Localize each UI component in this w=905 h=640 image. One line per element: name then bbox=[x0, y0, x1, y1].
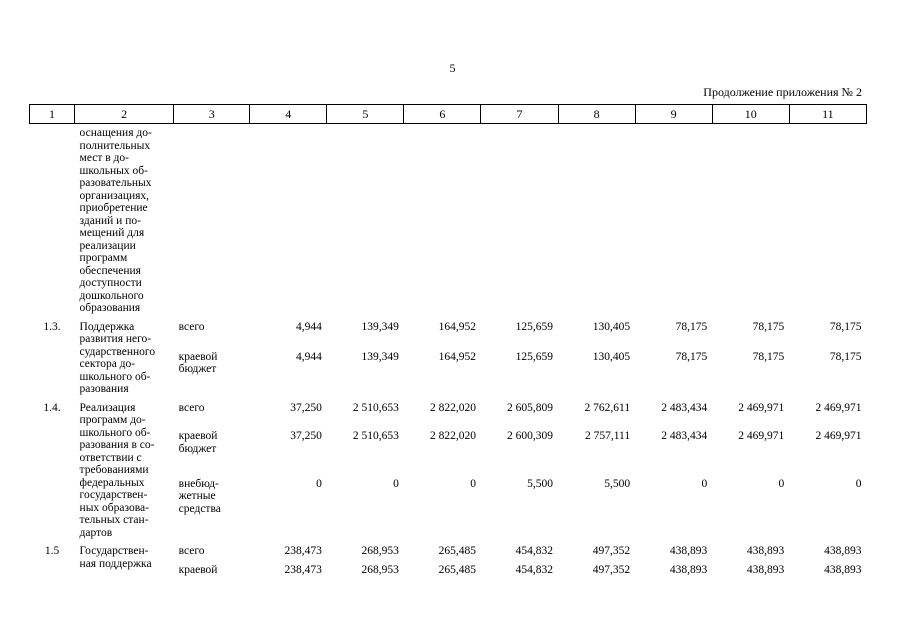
header-cell: 9 bbox=[635, 105, 712, 124]
value-cell bbox=[635, 124, 712, 321]
value-cell: 2 483,434 bbox=[661, 430, 708, 443]
header-cell: 8 bbox=[558, 105, 635, 124]
value-cell: 438,893 bbox=[746, 545, 785, 557]
header-cell: 1 bbox=[30, 105, 75, 124]
index-cell: 1.5 bbox=[44, 545, 60, 557]
value-cell: 5,500 bbox=[604, 477, 631, 490]
name-cell: оснащения до- полнительных мест в до- школьных об- разовательных организациях, приобретение зданий и по- мещений для реализации программ обеспечения доступности дошкольного образования bbox=[79, 127, 152, 314]
value-cell: 139,349 bbox=[361, 350, 399, 363]
value-cell: 2 822,020 bbox=[429, 430, 476, 443]
funding-source-cell: краевой бюджет bbox=[178, 350, 218, 376]
value-cell: 497,352 bbox=[592, 545, 631, 557]
header-cell: 2 bbox=[75, 105, 174, 124]
table-row-carryover bbox=[30, 124, 867, 321]
value-cell: 0 bbox=[855, 477, 862, 490]
value-cell: 78,175 bbox=[829, 350, 862, 363]
value-cell: 2 469,971 bbox=[738, 401, 785, 414]
value-cell bbox=[789, 124, 866, 321]
page-number: 5 bbox=[449, 61, 456, 75]
name-cell: Поддержка развития него- сударственного сектора до- школьного об- разования bbox=[79, 320, 156, 395]
value-cell: 268,953 bbox=[361, 545, 399, 557]
name-cell: Реализация программ до- школьного об- разования в со- ответствии с требованиями федеральных государствен- ных образова- тельных стан- дартов bbox=[79, 401, 155, 539]
funding-source-cell: всего bbox=[178, 401, 205, 414]
table-row bbox=[30, 402, 867, 431]
value-cell: 2 605,809 bbox=[507, 401, 554, 414]
value-cell: 0 bbox=[470, 477, 476, 490]
value-cell: 438,893 bbox=[824, 563, 862, 576]
funding-source-cell: краевой bbox=[178, 563, 218, 576]
table-body bbox=[30, 124, 867, 583]
header-cell: 7 bbox=[481, 105, 558, 124]
value-cell: 130,405 bbox=[592, 350, 631, 363]
header-cell: 11 bbox=[789, 105, 866, 124]
index-cell: 1.4. bbox=[43, 401, 61, 414]
funding-source-cell: внебюд- жетные средства bbox=[178, 477, 221, 515]
funding-source-cell: всего bbox=[178, 545, 205, 557]
value-cell: 37,250 bbox=[290, 430, 322, 443]
index-cell bbox=[30, 124, 75, 321]
value-cell: 2 469,971 bbox=[738, 430, 785, 443]
name-cell: Государствен- ная поддержка bbox=[79, 545, 152, 570]
value-cell: 5,500 bbox=[527, 477, 554, 490]
value-cell: 2 483,434 bbox=[661, 401, 708, 414]
value-cell: 2 510,653 bbox=[352, 401, 399, 414]
value-cell: 497,352 bbox=[592, 563, 631, 576]
value-cell: 0 bbox=[778, 477, 785, 490]
funding-source-cell: краевой бюджет bbox=[178, 430, 218, 455]
value-cell: 0 bbox=[701, 477, 708, 490]
budget-table bbox=[29, 104, 867, 582]
value-cell: 78,175 bbox=[829, 320, 862, 333]
value-cell: 2 822,020 bbox=[429, 401, 476, 414]
index-cell: 1.3. bbox=[43, 320, 61, 333]
table-row bbox=[30, 545, 867, 564]
value-cell: 454,832 bbox=[515, 545, 554, 557]
value-cell: 2 510,653 bbox=[352, 430, 399, 443]
value-cell: 78,175 bbox=[752, 320, 785, 333]
value-cell bbox=[174, 124, 250, 321]
value-cell: 37,250 bbox=[290, 401, 322, 414]
value-cell bbox=[327, 124, 404, 321]
value-cell: 78,175 bbox=[752, 350, 785, 363]
table-row bbox=[30, 321, 867, 351]
value-cell: 130,405 bbox=[592, 320, 631, 333]
value-cell: 0 bbox=[393, 477, 399, 490]
value-cell: 4,944 bbox=[295, 350, 322, 363]
value-cell: 438,893 bbox=[746, 563, 785, 576]
value-cell bbox=[250, 124, 327, 321]
header-cell: 6 bbox=[404, 105, 481, 124]
value-cell: 0 bbox=[316, 477, 322, 490]
header-row bbox=[30, 105, 867, 124]
value-cell: 265,485 bbox=[438, 545, 476, 557]
value-cell: 268,953 bbox=[361, 563, 399, 576]
value-cell: 2 600,309 bbox=[507, 430, 554, 443]
value-cell: 265,485 bbox=[438, 563, 476, 576]
value-cell bbox=[404, 124, 481, 321]
value-cell: 238,473 bbox=[284, 545, 322, 557]
value-cell: 164,952 bbox=[438, 350, 476, 363]
value-cell: 78,175 bbox=[675, 320, 708, 333]
value-cell: 139,349 bbox=[361, 320, 399, 333]
value-cell: 238,473 bbox=[284, 563, 322, 576]
header-cell: 4 bbox=[250, 105, 327, 124]
value-cell bbox=[481, 124, 558, 321]
value-cell: 125,659 bbox=[515, 320, 554, 333]
value-cell bbox=[558, 124, 635, 321]
value-cell: 438,893 bbox=[824, 545, 862, 557]
value-cell: 454,832 bbox=[515, 563, 554, 576]
value-cell: 164,952 bbox=[438, 320, 476, 333]
value-cell: 438,893 bbox=[669, 563, 708, 576]
value-cell: 2 469,971 bbox=[815, 430, 862, 443]
value-cell: 438,893 bbox=[669, 545, 708, 557]
funding-source-cell: всего bbox=[178, 320, 205, 333]
value-cell: 2 757,111 bbox=[584, 430, 631, 443]
header-cell: 5 bbox=[327, 105, 404, 124]
value-cell bbox=[712, 124, 789, 321]
header-cell: 10 bbox=[712, 105, 789, 124]
value-cell: 2 762,611 bbox=[584, 401, 631, 414]
value-cell: 78,175 bbox=[675, 350, 708, 363]
value-cell: 2 469,971 bbox=[815, 401, 862, 414]
appendix-note: Продолжение приложения № 2 bbox=[703, 85, 862, 99]
header-cell: 3 bbox=[174, 105, 250, 124]
value-cell: 4,944 bbox=[295, 320, 322, 333]
value-cell: 125,659 bbox=[515, 350, 554, 363]
